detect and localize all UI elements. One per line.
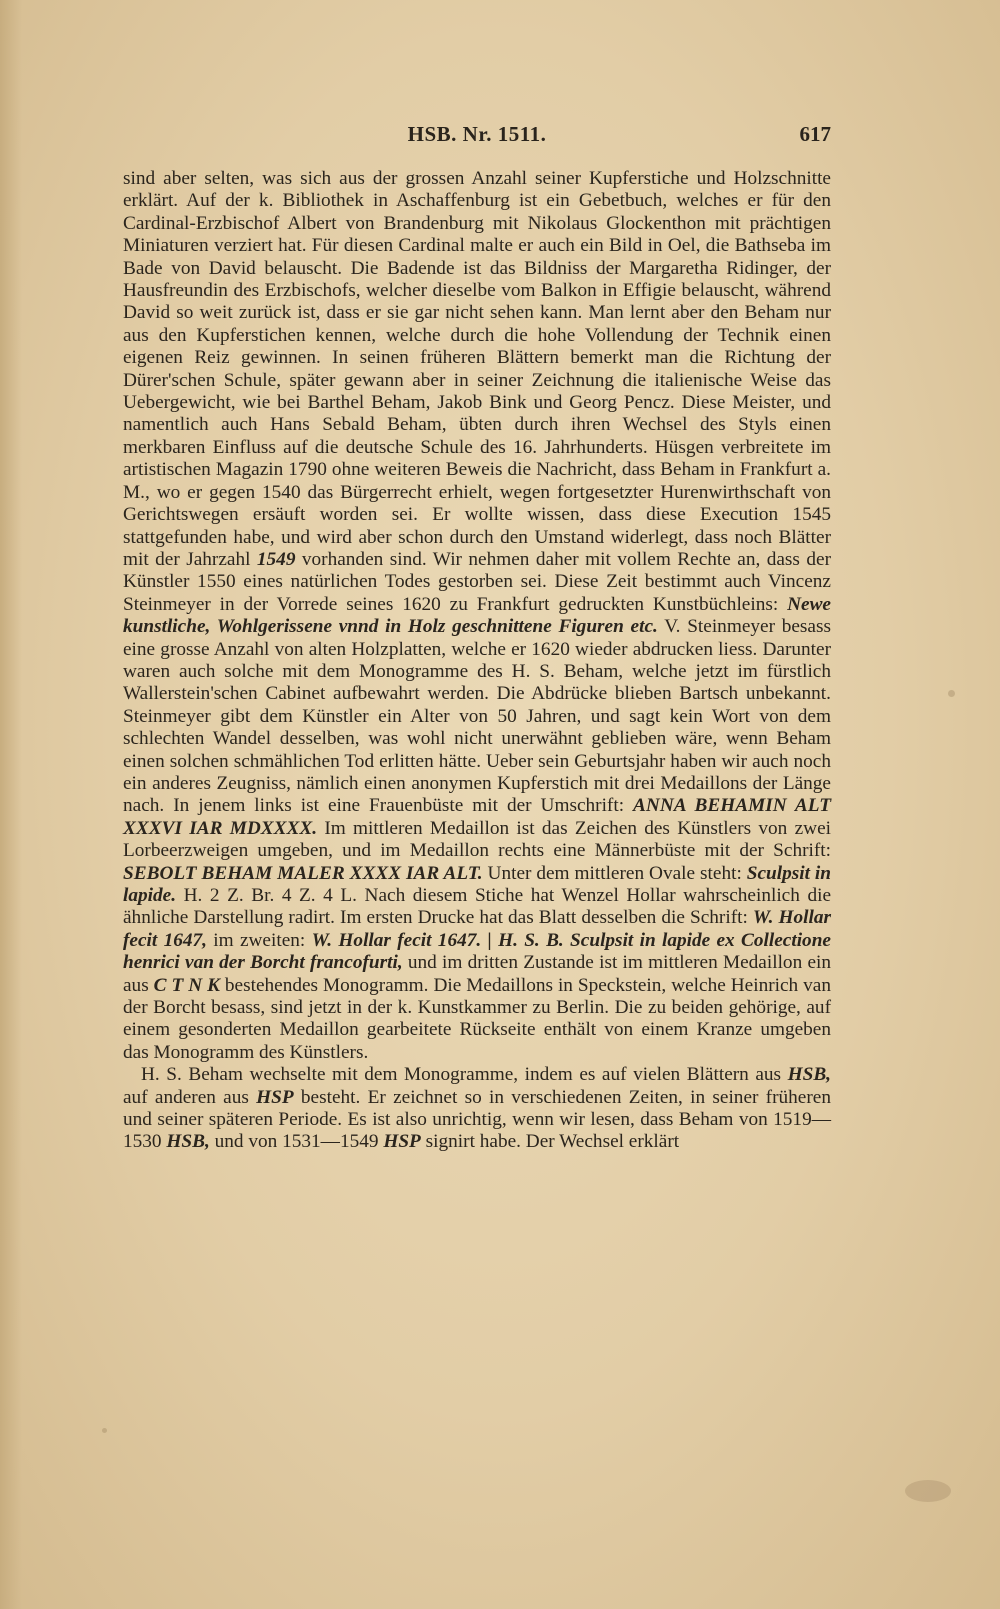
paper-spot bbox=[905, 1480, 951, 1502]
text-run: vorhanden sind. Wir nehmen daher mit vollem Rechte an, dass der Künstler 1550 eines natürlichen Todes gestorben sei. Diese Zeit bestimmt auch Vincenz Steinmeyer in der Vorrede seines 1620 zu Frankfurt gedruckten Kunstbüchleins: bbox=[123, 548, 831, 615]
text-run: und im dritten Zustande ist im mittleren Medaillon ein aus bbox=[123, 952, 832, 996]
text-run: H. S. Beham wechselte mit dem Monogramme, indem es auf vielen Blättern aus bbox=[141, 1064, 788, 1086]
text-run: sind aber selten, was sich aus der grossen Anzahl seiner Kupferstiche und Holzschnitte erklärt. Auf der k. Bibliothek in Aschaffenburg ist ein Gebetbuch, welches er für den Cardinal-Erzbischof Albert von Brandenburg mit Nikolaus Glockenthon mit prächtigen Miniaturen verziert hat. Für diesen Cardinal malte er auch ein Bild in Oel, die Bathseba im Bade von David belauscht. Die Badende ist das Bildniss der Margaretha Ridinger, der Hausfreundin des Erzbischofs, welcher dieselbe vom Balkon in Effigie belauscht, während David so weit zurück ist, dass er sie gar nicht sehen kann. Man lernt aber den Beham nur aus den Kupferstichen kennen, welche durch die hohe Vollendung der Technik einen eigenen Reiz gewinnen. In seinen früheren Blättern bemerkt man die Richtung der Dürer'schen Schule, später gewann aber in seiner Zeichnung die italienische Weise das Uebergewicht, wie bei Barthel Beham, Jakob Bink und Georg Pencz. Diese Meister, und namentlich auch Hans Sebald Beham, übten durch ihren Wechsel des Styls einen merkbaren Einfluss auf die deutsche Schule des 16. Jahrhunderts. Hüsgen verbreitete im artistischen Magazin 1790 ohne weiteren Beweis die Nachricht, dass Beham in Frankfurt a. M., wo er gegen 1540 das Bürgerrecht erhielt, wegen fortgesetzter Hurenwirthschaft von Gerichtswegen ersäuft worden sei. Er wollte wissen, dass diese Execution 1545 stattgefunden habe, und wird aber schon durch den Umstand widerlegt, dass noch Blätter mit der Jahrzahl bbox=[123, 168, 831, 570]
italic-monogram: HSB, bbox=[166, 1131, 210, 1153]
text-run: besteht. Er zeichnet so in verschiedenen Zeiten, in seiner früheren und seiner späteren Periode. Es ist also unrichtig, wenn wir lesen, dass Beham von 1519—1530 bbox=[123, 1086, 831, 1153]
text-run: bestehendes Monogramm. Die Medaillons in Speckstein, welche Heinrich van der Borcht besass, sind jetzt in der k. Kunstkammer zu Berlin. Die zu beiden gehörige, auf einem gesonderten Medaillon gearbeitete Rückseite enthält von einem Kranze umgeben das Monogramm des Künstlers. bbox=[123, 974, 831, 1063]
text-run: im zweiten: bbox=[206, 929, 312, 951]
italic-inscription: SEBOLT BEHAM MALER XXXX IAR ALT. bbox=[123, 862, 483, 884]
paper-spot bbox=[948, 690, 955, 697]
body-text bbox=[123, 168, 831, 1154]
italic-inscription: ANNA BEHAMIN ALT XXXVI IAR MDXXXX. bbox=[123, 795, 831, 839]
page-number: 617 bbox=[799, 122, 831, 146]
text-run: Unter dem mittleren Ovale steht: bbox=[482, 862, 747, 884]
italic-monogram: HSP bbox=[256, 1086, 294, 1108]
italic-monogram: C T N K bbox=[153, 974, 220, 996]
italic-monogram: HSB, bbox=[787, 1064, 831, 1086]
text-run: auf anderen aus bbox=[123, 1086, 257, 1108]
italic-inscription: W. Hollar fecit 1647. | H. S. B. Sculpsit in lapide ex Collectione henrici van der Borcht francofurti, bbox=[123, 929, 831, 974]
italic-monogram: HSP bbox=[383, 1131, 421, 1153]
text-run: Im mittleren Medaillon ist das Zeichen des Künstlers von zwei Lorbeerzweigen umgeben, und im Medaillon rechts eine Männerbüste mit der Schrift: bbox=[123, 817, 831, 862]
paragraph bbox=[123, 168, 831, 1064]
page-edge-shadow bbox=[0, 0, 22, 1609]
text-run: und von 1531—1549 bbox=[209, 1131, 384, 1153]
paper-spot bbox=[102, 1428, 107, 1433]
italic-book-title: Newe kunstliche, Wohlgerissene vnnd in Holz geschnittene Figuren etc. bbox=[123, 593, 831, 638]
text-run: V. Steinmeyer besass eine grosse Anzahl von alten Holzplatten, welche er 1620 wieder abdrucken liess. Darunter waren auch solche mit dem Monogramme des H. S. Beham, welche jetzt im fürstlich Wallerstein'schen Cabinet aufbewahrt werden. Die Abdrücke blieben Bartsch unbekannt. Steinmeyer gibt dem Künstler ein Alter von 50 Jahren, und sagt kein Wort von dem schlechten Wandel desselben, was wohl nicht unerwähnt geblieben wäre, wenn Beham einen solchen schmählichen Tod erlitten hätte. Ueber sein Geburtsjahr haben wir auch noch ein anderes Zeugniss, nämlich einen anonymen Kupferstich mit drei Medaillons der Länge nach. In jenem links ist eine Frauenbüste mit der Umschrift: bbox=[123, 616, 831, 817]
italic-inscription: W. Hollar fecit 1647, bbox=[123, 907, 831, 951]
paragraph bbox=[123, 1064, 831, 1154]
text-run: H. 2 Z. Br. 4 Z. 4 L. Nach diesem Stiche hat Wenzel Hollar wahrscheinlich die ähnliche Darstellung radirt. Im ersten Drucke hat das Blatt desselben die Schrift: bbox=[123, 885, 831, 929]
text-run: signirt habe. Der Wechsel erklärt bbox=[420, 1131, 680, 1153]
running-title: HSB. Nr. 1511. bbox=[407, 122, 547, 146]
italic-year: 1549 bbox=[256, 548, 296, 570]
italic-inscription: Sculpsit in lapide. bbox=[123, 862, 831, 906]
running-header bbox=[123, 122, 831, 152]
